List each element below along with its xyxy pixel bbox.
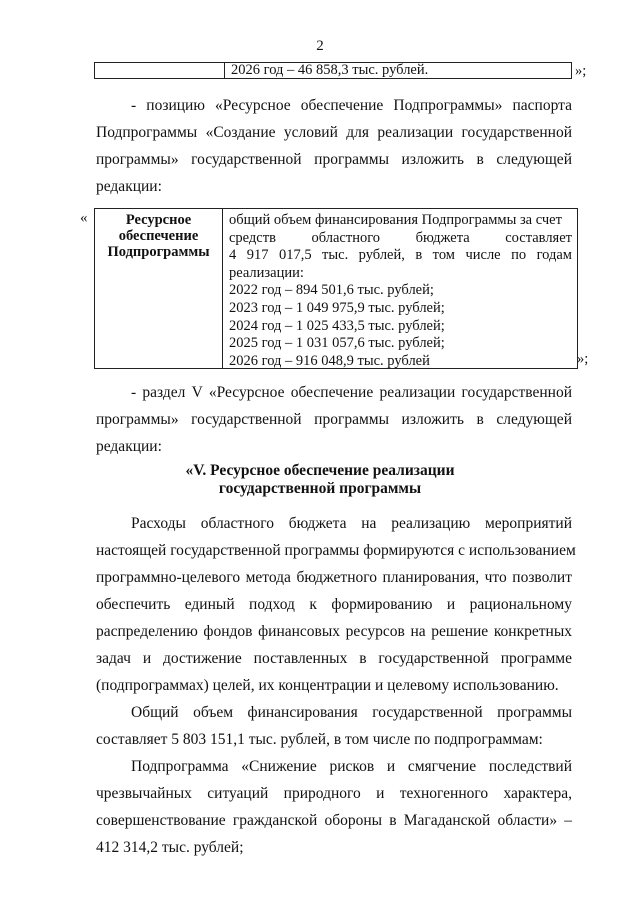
paragraph-line: Подпрограмма «Снижение рисков и смягчение последствий [131,758,572,775]
cell-line: 4 917 017,5 тыс. рублей, в том числе по годам [229,247,572,264]
cell-line: общий объем финансирования Подпрограммы за счет [229,212,562,228]
cell-line: 2026 год – 916 048,9 тыс. рублей [229,352,430,369]
header-line: Ресурсное [125,212,192,228]
header-line: обеспечение [118,228,199,244]
cell-line: 2025 год – 1 031 057,6 тыс. рублей; [229,335,445,352]
table-left-cell [95,63,225,78]
paragraph-line: 412 314,2 тыс. рублей; [96,839,244,856]
resource-table [94,208,578,369]
paragraph-line: - раздел V «Ресурсное обеспечение реализации государственной [131,384,572,401]
paragraph-line: распределению фондов финансовых ресурсов на решение конкретных [96,623,572,640]
table-right-cell: 2026 год – 46 858,3 тыс. рублей. [231,62,429,78]
header-line: Подпрограммы [107,244,210,260]
paragraph-line: программы» государственной программы изложить в следующей [96,151,572,168]
section-heading: государственной программы [218,480,422,497]
paragraph-line: совершенствование гражданской обороны в Магаданской области» – [96,812,572,829]
paragraph-line: - позицию «Ресурсное обеспечение Подпрограммы» паспорта [131,97,572,114]
paragraph-line: Подпрограммы «Создание условий для реализации государственной [96,124,572,141]
paragraph-line: Расходы областного бюджета на реализацию мероприятий [131,515,572,532]
paragraph-line: редакции: [96,178,162,195]
paragraph-line: задач и достижение поставленных в государственной программе [96,650,572,667]
table-continuation [94,62,572,79]
closing-quote: »; [575,63,587,79]
page-number: 2 [316,38,324,54]
paragraph-line: чрезвычайных ситуаций природного и техногенного характера, [96,785,572,802]
cell-line: 2024 год – 1 025 433,5 тыс. рублей; [229,317,445,334]
paragraph-line: настоящей государственной программы формируются с использованием [96,542,576,559]
opening-quote: « [80,210,88,226]
paragraph-line: (подпрограммах) целей, их концентрации и целевому использованию. [96,677,559,694]
cell-line: средств областного бюджета составляет [229,229,572,246]
paragraph-line: обеспечить единый подход к формированию и рациональному [96,596,572,613]
paragraph-line: Общий объем финансирования государственной программы [131,704,572,721]
paragraph-line: составляет 5 803 151,1 тыс. рублей, в том числе по подпрограммам: [96,731,543,748]
paragraph-line: программы» государственной программы изложить в следующей [96,411,572,428]
cell-line: 2022 год – 894 501,6 тыс. рублей; [229,282,434,299]
paragraph-line: редакции: [96,438,162,455]
cell-line: 2023 год – 1 049 975,9 тыс. рублей; [229,299,445,316]
section-heading: «V. Ресурсное обеспечение реализации [185,462,455,479]
cell-line: реализации: [229,264,304,281]
table-value-cell [229,212,572,370]
paragraph-line: программно-целевого метода бюджетного планирования, что позволит [96,569,572,586]
closing-quote: »; [577,351,589,367]
table-header-cell [95,209,223,368]
